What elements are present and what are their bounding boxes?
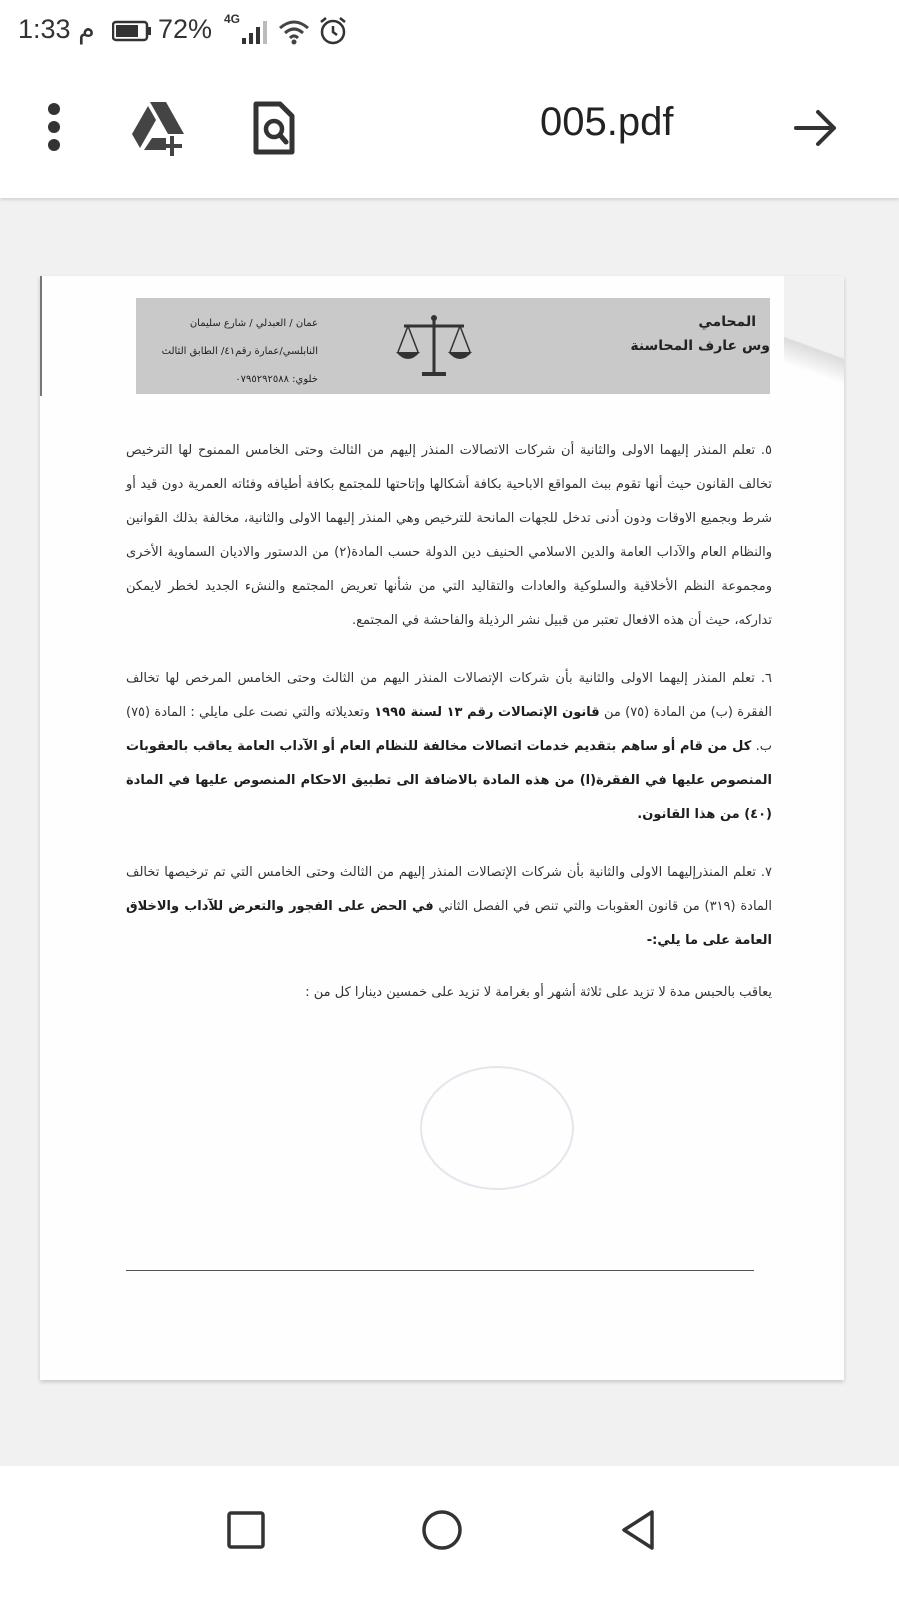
pdf-viewer-toolbar (0, 66, 899, 198)
back-button[interactable] (606, 1498, 670, 1562)
add-to-drive-icon (126, 98, 190, 158)
find-in-page-icon (252, 100, 296, 156)
address-line-2: النابلسي/عمارة رقم٤١/ الطابق الثالث (161, 346, 318, 357)
pdf-viewer-area[interactable] (0, 198, 899, 1466)
status-time: 1:33 م (18, 14, 95, 44)
clause-7-intro: ٧. تعلم المنذرإليهما الاولى والثانية بأن شركات الإتصالات المنذر إليهم من الثالث وحتى الخامس التي تم ترخيصها تخالف المادة (٣١٩) من قانون العقوبات والتي تنص في الفصل الثاني (126, 865, 772, 914)
document-body (126, 434, 772, 1010)
clause-6-mid: وتعديلاته والتي نصت على مايلي : المادة (٧٥) ب. (126, 705, 772, 754)
signal-icon (240, 18, 272, 46)
status-bar (0, 0, 899, 66)
recents-icon (226, 1510, 266, 1550)
clause-6 (126, 662, 772, 832)
clause-6-law-name: قانون الإتصالات رقم ١٣ لسنة ١٩٩٥ (374, 705, 600, 720)
more-options-button[interactable] (34, 92, 74, 162)
page-fold (784, 276, 844, 436)
battery-icon (112, 20, 152, 42)
clause-5: ٥. تعلم المنذر إليهما الاولى والثانية أن شركات الاتصالات المنذر إليهم من الثالث وحتى الخامس الممنوح لها الترخيص تخالف القانون حيث أنها تقوم ببث المواقع الاباحية بكافة أشكالها وإتاحتها للمجتمع بكافة أطيافه وفئاته العمرية دون قيد أو شرط وبجميع الاوقات ودون أدنى تدخل للجهات المانحة للترخيص وهي المنذر إليهما الاولى والثانية، مخالفة بذلك القوانين والنظام العام والآداب العامة والدين الاسلامي الحنيف دين الدولة حسب المادة(٢) من الدستور والاديان السماوية الأخرى ومجموعة النظم الأخلاقية والسلوكية والعادات والتقاليد التي من شأنها تعريض المجتمع والنشء الجديد لخطر لايمكن تداركه، حيث أن هذه الافعال تعتبر من قبيل نشر الرذيلة والفاحشة في المجتمع. (126, 443, 772, 628)
clause-7-chapter-title: في الحض على الفجور والتعرض للآداب والاخلاق العامة على ما يلي:- (126, 899, 772, 948)
penalty-text: يعاقب بالحبس مدة لا تزيد على ثلاثة أشهر أو بغرامة لا تزيد على خمسين دينارا كل من : (305, 985, 772, 1000)
scales-of-justice-icon (394, 312, 474, 382)
phone-number: خلوي: ٠٧٩٥٢٩٢٥٨٨ (235, 374, 318, 385)
letterhead (136, 298, 770, 394)
battery-percent: 72% (158, 14, 213, 44)
open-arrow-icon (794, 108, 838, 148)
open-button[interactable] (792, 100, 840, 156)
lawyer-name: وس عارف المحاسنة (630, 338, 770, 354)
office-title: المحامي (698, 314, 756, 330)
pdf-page (40, 276, 844, 1380)
recents-button[interactable] (214, 1498, 278, 1562)
faded-stamp (420, 1066, 574, 1190)
navigation-bar (0, 1466, 899, 1599)
more-options-icon (46, 99, 62, 155)
alarm-icon (318, 16, 348, 46)
clause-7 (126, 856, 772, 958)
back-icon (618, 1508, 658, 1552)
wifi-icon (278, 18, 310, 46)
home-button[interactable] (410, 1498, 474, 1562)
page-edge (40, 276, 42, 396)
home-icon (420, 1508, 464, 1552)
signature-line (126, 1270, 754, 1271)
address-line-1: عمان / العبدلي / شارع سليمان (189, 318, 318, 329)
find-in-page-button[interactable] (246, 96, 302, 160)
add-to-drive-button[interactable] (126, 96, 190, 160)
document-title: 005.pdf (540, 100, 674, 144)
clause-6-intro: ٦. تعلم المنذر إليهما الاولى والثانية بأن شركات الإتصالات المنذر اليهم من الثالث وحتى الخامس المرخص لها تخالف الفقرة (ب) من المادة (٧٥) من (126, 671, 772, 720)
clause-6-quoted-article: كل من قام أو ساهم بتقديم خدمات اتصالات مخالفة للنظام العام أو الآداب العامة يعاقب بالعقوبات المنصوص عليها في الفقرة(ا) من هذه المادة بالاضافة الى تطبيق الاحكام المنصوص عليها في المادة (٤٠) من هذا القانون. (126, 739, 772, 822)
network-type: 4G (224, 12, 241, 26)
